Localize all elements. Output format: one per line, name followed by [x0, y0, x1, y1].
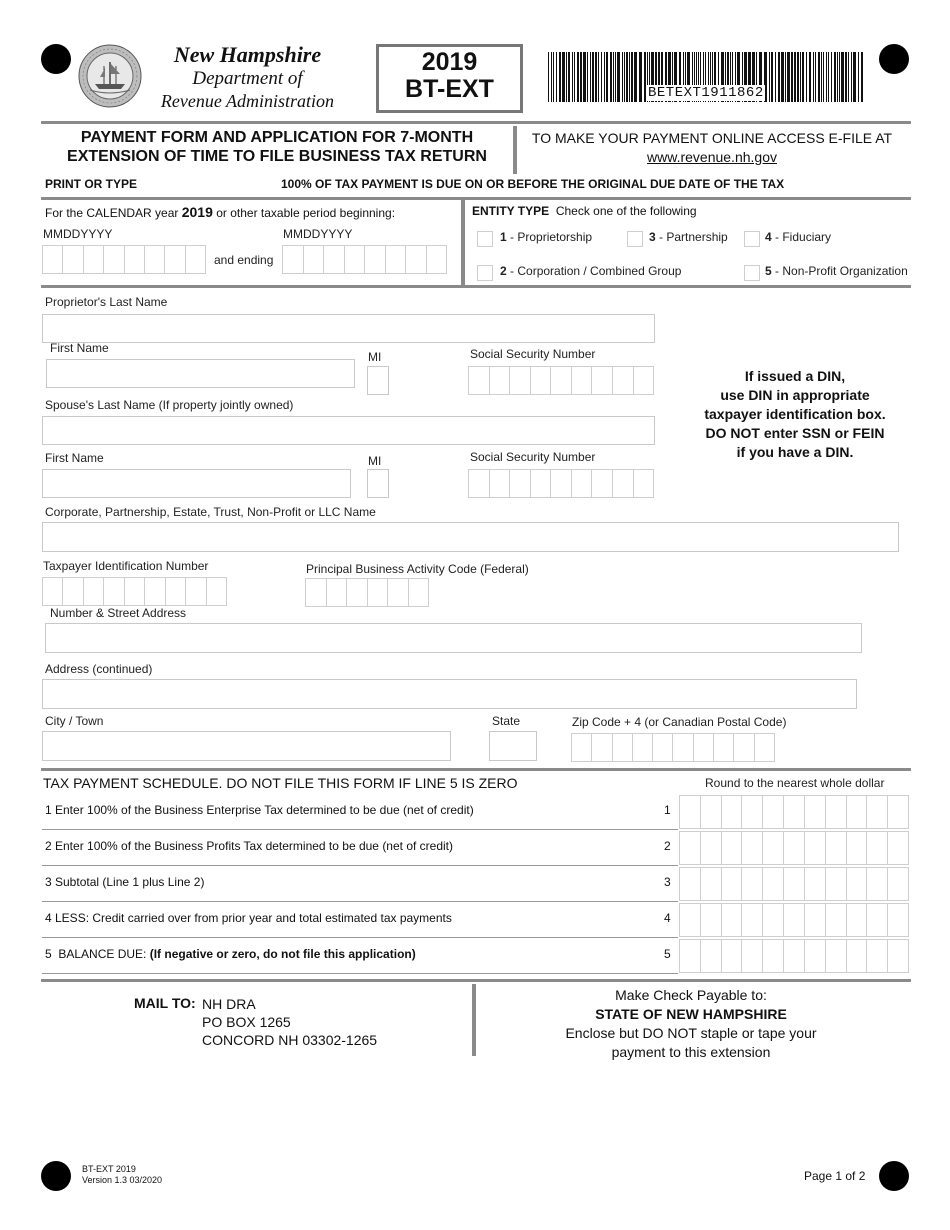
entity-option-4-label: - Fiduciary [771, 230, 832, 244]
state-seal-icon [78, 44, 142, 108]
entity-option-3-num: 3 [649, 230, 656, 244]
tin-label: Taxpayer Identification Number [43, 559, 209, 573]
entity-option-2-label: - Corporation / Combined Group [506, 264, 682, 278]
entity-option-fiduciary [765, 230, 831, 244]
state-label: State [492, 714, 521, 728]
form-year: 2019 [421, 48, 478, 76]
form-id-box [376, 44, 523, 113]
spouse-ssn-label: Social Security Number [470, 450, 596, 464]
zip-input[interactable] [571, 733, 775, 762]
entity-option-5-label: - Non-Profit Organization [771, 264, 908, 278]
rule-below-schedule [41, 979, 911, 982]
form-title-line2: EXTENSION OF TIME TO FILE BUSINESS TAX RETURN [67, 148, 487, 165]
schedule-line-5-num: 5 [664, 947, 671, 961]
schedule-line-1-rule [42, 829, 678, 830]
din-note [690, 367, 900, 462]
state-input[interactable] [489, 731, 537, 761]
mail-address [202, 995, 377, 1049]
online-payment-link[interactable]: www.revenue.nh.gov [647, 149, 777, 165]
ssn-input[interactable] [468, 366, 654, 395]
end-date-format: MMDDYYYY [283, 227, 353, 241]
payable-line2: STATE OF NEW HAMPSHIRE [595, 1006, 787, 1022]
schedule-line-1-input[interactable] [679, 795, 909, 829]
first-name-input[interactable] [46, 359, 355, 388]
schedule-title: TAX PAYMENT SCHEDULE. DO NOT FILE THIS FORM IF LINE 5 IS ZERO [43, 775, 518, 791]
mi-label: MI [368, 350, 382, 364]
schedule-line-4-rule [42, 937, 678, 938]
schedule-line-5-text [45, 947, 416, 961]
din-note-line3: taxpayer identification box. [704, 406, 886, 422]
schedule-line-3-input[interactable] [679, 867, 909, 901]
proprietor-last-name-label: Proprietor's Last Name [45, 295, 168, 309]
din-note-line1: If issued a DIN, [744, 368, 846, 384]
address-continued-input[interactable] [42, 679, 857, 709]
rule-above-schedule [41, 768, 911, 771]
rule-below-title [41, 197, 911, 200]
form-code: BT-EXT [405, 75, 494, 103]
mail-to-label: MAIL TO: [134, 995, 196, 1011]
schedule-line-4-text: 4 LESS: Credit carried over from prior year and total estimated tax payments [45, 911, 452, 925]
online-payment-text: TO MAKE YOUR PAYMENT ONLINE ACCESS E-FILE AT [531, 130, 893, 146]
registration-mark-bottom-right [879, 1161, 909, 1191]
schedule-line-5-rule [42, 973, 678, 974]
registration-mark-top-right [879, 44, 909, 74]
street-address-label: Number & Street Address [50, 606, 187, 620]
pbac-input[interactable] [305, 578, 429, 607]
address-continued-label: Address (continued) [45, 662, 153, 676]
zip-label: Zip Code + 4 (or Canadian Postal Code) [572, 715, 787, 729]
entity-option-partnership [649, 230, 728, 244]
schedule-line-4-input[interactable] [679, 903, 909, 937]
period-line [45, 204, 395, 220]
schedule-line-5-input[interactable] [679, 939, 909, 973]
schedule-line-3-rule [42, 901, 678, 902]
corporate-name-input[interactable] [42, 522, 899, 552]
entity-option-5-num: 5 [765, 264, 772, 278]
payable-line4: payment to this extension [611, 1044, 771, 1060]
period-entity-divider [461, 200, 465, 285]
entity-option-4-num: 4 [765, 230, 772, 244]
ssn-label: Social Security Number [470, 347, 596, 361]
proprietor-last-name-input[interactable] [42, 314, 655, 343]
department-line1: Department of [192, 68, 303, 89]
spouse-last-name-input[interactable] [42, 416, 655, 445]
schedule-line-3-text: 3 Subtotal (Line 1 plus Line 2) [45, 875, 205, 889]
spouse-last-name-label: Spouse's Last Name (If property jointly owned) [45, 398, 294, 412]
mail-address-line3: CONCORD NH 03302-1265 [202, 1032, 378, 1048]
schedule-line-4-num: 4 [664, 911, 671, 925]
state-name: New Hampshire [173, 42, 322, 67]
payable-line3: Enclose but DO NOT staple or tape your [565, 1025, 817, 1041]
city-label: City / Town [45, 714, 104, 728]
tin-input[interactable] [42, 577, 227, 606]
entity-option-1-num: 1 [500, 230, 507, 244]
footer-form: BT-EXT 2019 [82, 1164, 136, 1174]
footer-version: Version 1.3 03/2020 [82, 1175, 163, 1185]
period-begin-date-input[interactable] [42, 245, 206, 274]
mi-input[interactable] [367, 366, 389, 395]
entity-option-1-label: - Proprietorship [506, 230, 593, 244]
din-note-line4: DO NOT enter SSN or FEIN [705, 425, 885, 441]
schedule-line-2-input[interactable] [679, 831, 909, 865]
mail-address-line1: NH DRA [202, 996, 256, 1012]
period-prefix: For the CALENDAR year [45, 206, 179, 220]
round-note: Round to the nearest whole dollar [705, 776, 885, 790]
period-suffix: or other taxable period beginning: [216, 206, 396, 220]
spouse-first-name-input[interactable] [42, 469, 351, 498]
period-year: 2019 [181, 204, 213, 220]
entity-checkbox-fiduciary[interactable] [744, 231, 760, 247]
schedule-line-5-warning: (If negative or zero, do not file this application) [149, 947, 416, 961]
registration-mark-bottom-left [41, 1161, 71, 1191]
entity-checkbox-nonprofit[interactable] [744, 265, 760, 281]
mail-address-line2: PO BOX 1265 [202, 1014, 291, 1030]
entity-checkbox-partnership[interactable] [627, 231, 643, 247]
schedule-line-3-num: 3 [664, 875, 671, 889]
schedule-line-1-text: 1 Enter 100% of the Business Enterprise Tax determined to be due (net of credit) [45, 803, 474, 817]
footer-form-id [82, 1164, 162, 1186]
schedule-line-2-rule [42, 865, 678, 866]
din-note-line2: use DIN in appropriate [720, 387, 870, 403]
din-note-line5: if you have a DIN. [736, 444, 854, 460]
spouse-ssn-input[interactable] [468, 469, 654, 498]
city-input[interactable] [42, 731, 451, 761]
pbac-label: Principal Business Activity Code (Federal) [306, 562, 529, 576]
rule-below-entity [41, 285, 911, 288]
schedule-line-1-num: 1 [664, 803, 671, 817]
title-divider [513, 126, 517, 174]
schedule-line-5-label: 5 BALANCE DUE: [45, 947, 150, 961]
registration-mark-top-left [41, 44, 71, 74]
schedule-line-2-text: 2 Enter 100% of the Business Profits Tax determined to be due (net of credit) [45, 839, 454, 853]
entity-type-heading [472, 204, 697, 218]
spouse-mi-label: MI [368, 454, 382, 468]
entity-type-title: ENTITY TYPE [472, 204, 550, 218]
entity-option-proprietorship [500, 230, 592, 244]
street-address-input[interactable] [45, 623, 862, 653]
and-ending-label: and ending [214, 253, 274, 267]
corporate-name-label: Corporate, Partnership, Estate, Trust, Non-Profit or LLC Name [45, 505, 376, 519]
entity-option-2-num: 2 [500, 264, 507, 278]
print-or-type: PRINT OR TYPE [45, 177, 138, 191]
due-notice: 100% OF TAX PAYMENT IS DUE ON OR BEFORE THE ORIGINAL DUE DATE OF THE TAX [281, 177, 785, 191]
top-rule [41, 121, 911, 124]
schedule-line-2-num: 2 [664, 839, 671, 853]
entity-option-corporation [500, 264, 681, 278]
entity-checkbox-corporation[interactable] [477, 265, 493, 281]
form-title-line1: PAYMENT FORM AND APPLICATION FOR 7-MONTH [80, 129, 474, 146]
period-end-date-input[interactable] [282, 245, 447, 274]
first-name-label: First Name [50, 341, 109, 355]
entity-checkbox-proprietorship[interactable] [477, 231, 493, 247]
entity-option-nonprofit [765, 264, 908, 278]
entity-type-instruction: Check one of the following [555, 204, 697, 218]
payable-line1: Make Check Payable to: [615, 987, 767, 1003]
spouse-first-name-label: First Name [45, 451, 104, 465]
spouse-mi-input[interactable] [367, 469, 389, 498]
barcode-text: BETEXT1911862 [648, 85, 764, 101]
mail-payable-divider [472, 984, 476, 1056]
entity-option-3-label: - Partnership [655, 230, 728, 244]
department-line2: Revenue Administration [160, 91, 335, 111]
page-number: Page 1 of 2 [804, 1169, 866, 1183]
begin-date-format: MMDDYYYY [43, 227, 113, 241]
check-payable-note [530, 986, 852, 1062]
